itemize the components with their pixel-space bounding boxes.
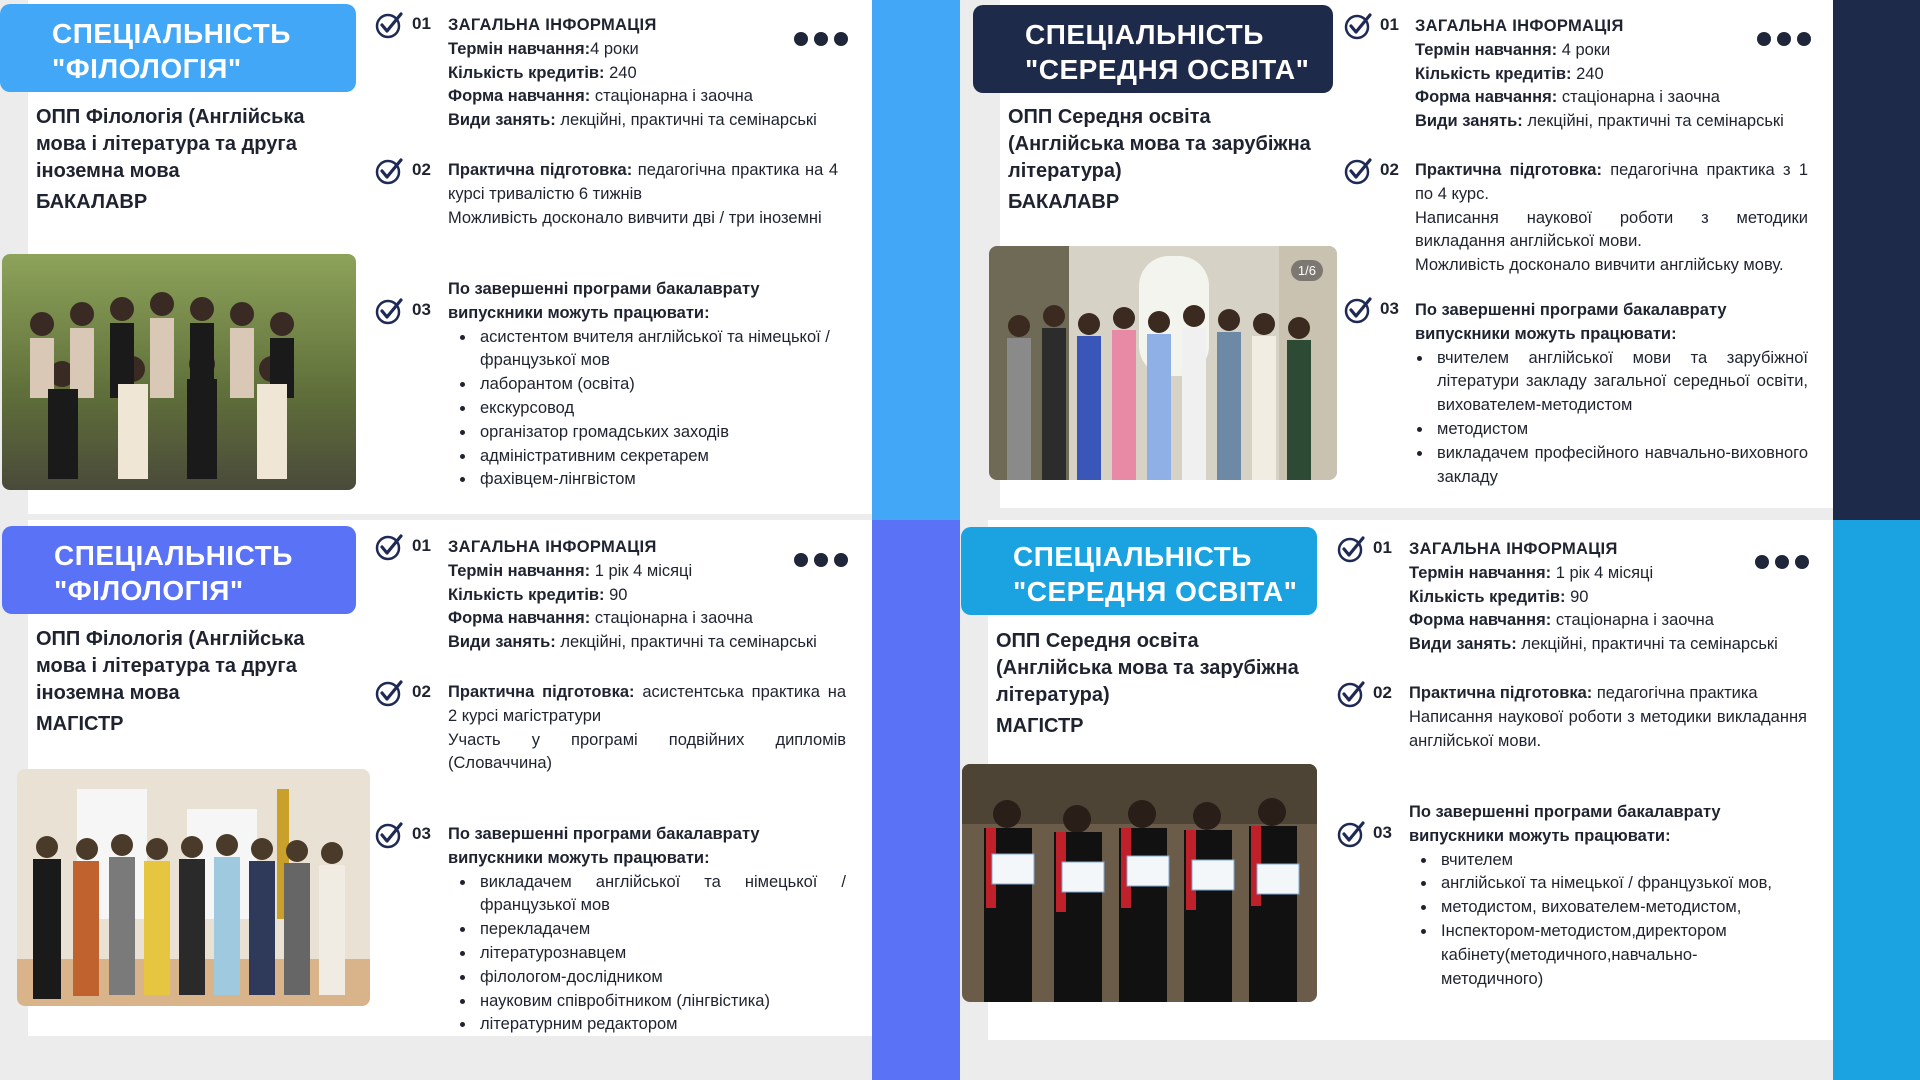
info-row: Термін навчання:4 роки bbox=[448, 39, 639, 58]
general-info-section bbox=[448, 536, 848, 655]
check-circle-icon bbox=[374, 10, 404, 40]
info-row: Участь у програмі подвійних дипломів (Словаччина) bbox=[448, 730, 846, 773]
section-heading: ЗАГАЛЬНА ІНФОРМАЦІЯ bbox=[448, 16, 657, 34]
practice-section bbox=[448, 681, 846, 776]
list-item: • методистом bbox=[1433, 418, 1808, 442]
info-row: Практична підготовка: педагогічна практика bbox=[1409, 684, 1758, 702]
list-item: • філологом-дослідником bbox=[476, 966, 846, 990]
specialty-header: СПЕЦІАЛЬНІСТЬ "ФІЛОЛОГІЯ" bbox=[0, 4, 356, 92]
list-item: • вчителем bbox=[1437, 849, 1807, 873]
info-row: Форма навчання: стаціонарна і заочна bbox=[448, 609, 753, 628]
info-row: Кількість кредитів: 90 bbox=[448, 585, 628, 604]
divider-bar-navy bbox=[1833, 0, 1920, 520]
info-row: Форма навчання: стаціонарна і заочна bbox=[448, 87, 753, 106]
section-number: 02 bbox=[412, 682, 431, 701]
group-photo bbox=[962, 764, 1317, 1002]
group-photo bbox=[17, 769, 370, 1006]
check-circle-icon bbox=[1336, 534, 1366, 564]
divider-bar-indigo bbox=[872, 520, 960, 1080]
specialty-header: СПЕЦІАЛЬНІСТЬ "СЕРЕДНЯ ОСВІТА" bbox=[973, 5, 1333, 93]
group-photo bbox=[2, 254, 356, 490]
list-item: • літературознавцем bbox=[476, 942, 846, 966]
divider-bar-cyan bbox=[1833, 520, 1920, 1080]
students-indoor-image bbox=[17, 769, 370, 1006]
general-info-section bbox=[1409, 538, 1809, 657]
section-number: 01 bbox=[412, 536, 431, 555]
info-row: Види занять: лекційні, практичні та семінарські bbox=[1415, 112, 1784, 131]
check-circle-icon bbox=[1343, 156, 1373, 186]
practice-section bbox=[1409, 682, 1807, 753]
info-row: Практична підготовка: педагогічна практика на 4 курсі тривалістю 6 тижнів bbox=[448, 161, 838, 203]
slide-secondary-education-bachelor bbox=[960, 0, 1833, 520]
info-row: Форма навчання: стаціонарна і заочна bbox=[1415, 88, 1720, 107]
list-item: • літературним редактором bbox=[476, 1013, 846, 1037]
program-title: ОПП Філологія (Англійська мова і література та друга іноземна мова МАГІСТР bbox=[36, 626, 356, 738]
degree-label: БАКАЛАВР bbox=[36, 191, 148, 213]
section-number: 03 bbox=[412, 824, 431, 843]
practice-section bbox=[448, 159, 838, 230]
list-item: • методистом, вихователем-методистом, bbox=[1437, 896, 1807, 920]
check-circle-icon bbox=[1343, 11, 1373, 41]
list-item: • Інспектором-методистом,директором кабінету(методичного,навчально-методичного) bbox=[1437, 920, 1771, 991]
info-row: Кількість кредитів: 240 bbox=[448, 63, 637, 82]
slide-filology-bachelor bbox=[0, 0, 872, 520]
info-row: Термін навчання: 1 рік 4 місяці bbox=[448, 561, 693, 580]
program-title: ОПП Середня освіта (Англійська мова та зарубіжна література) БАКАЛАВР bbox=[1008, 104, 1328, 216]
info-row: Кількість кредитів: 240 bbox=[1415, 64, 1604, 83]
specialty-header: СПЕЦІАЛЬНІСТЬ "ФІЛОЛОГІЯ" bbox=[2, 526, 356, 614]
list-item: • адміністративним секретарем bbox=[476, 445, 848, 469]
section-number: 03 bbox=[412, 300, 431, 319]
careers-section bbox=[448, 823, 846, 1037]
info-row: Можливість досконало вивчити дві / три іноземні bbox=[448, 208, 822, 227]
degree-label: МАГІСТР bbox=[996, 715, 1084, 737]
list-item: • вчителем англійської мови та зарубіжної літератури закладу загальної середньої освіти, вихователем-методистом bbox=[1433, 347, 1808, 418]
section-number: 02 bbox=[1373, 683, 1392, 702]
section-number: 01 bbox=[1380, 15, 1399, 34]
list-item: • асистентом вчителя англійської та німецької / французької мов bbox=[476, 326, 848, 374]
specialty-header: СПЕЦІАЛЬНІСТЬ "СЕРЕДНЯ ОСВІТА" bbox=[961, 527, 1317, 615]
list-item: • організатор громадських заходів bbox=[476, 421, 848, 445]
careers-section bbox=[1409, 801, 1807, 991]
list-item: • англійської та німецької / французької мов, bbox=[1437, 872, 1807, 896]
check-circle-icon bbox=[1336, 679, 1366, 709]
section-number: 02 bbox=[412, 160, 431, 179]
check-circle-icon bbox=[374, 678, 404, 708]
info-row: Форма навчання: стаціонарна і заочна bbox=[1409, 611, 1714, 630]
list-item: • викладачем професійного навчально-виховного закладу bbox=[1433, 442, 1808, 490]
list-item: • лаборантом (освіта) bbox=[476, 373, 848, 397]
section-heading: ЗАГАЛЬНА ІНФОРМАЦІЯ bbox=[448, 538, 657, 556]
check-circle-icon bbox=[374, 296, 404, 326]
section-number: 03 bbox=[1373, 823, 1392, 842]
divider-bar-light-blue bbox=[872, 0, 960, 520]
info-row: Кількість кредитів: 90 bbox=[1409, 587, 1589, 606]
careers-section bbox=[1415, 299, 1808, 489]
list-item: • екскурсовод bbox=[476, 397, 848, 421]
careers-section bbox=[448, 278, 848, 492]
info-row: Написання наукової роботи з методики викладання англійської мови. bbox=[1415, 208, 1808, 251]
career-list bbox=[448, 871, 846, 1038]
info-row: Практична підготовка: асистентська практика на 2 курсі магістратури bbox=[448, 683, 846, 725]
section-number: 01 bbox=[1373, 538, 1392, 557]
info-row: Види занять: лекційні, практичні та семінарські bbox=[448, 633, 817, 652]
practice-section bbox=[1415, 159, 1808, 278]
career-list bbox=[1409, 849, 1807, 992]
group-photo bbox=[989, 246, 1337, 480]
career-list bbox=[1415, 347, 1808, 490]
check-circle-icon bbox=[1343, 295, 1373, 325]
list-item: • науковим співробітником (лінгвістика) bbox=[476, 990, 846, 1014]
info-row: Написання наукової роботи з методики викладання англійської мови. bbox=[1409, 707, 1807, 750]
check-circle-icon bbox=[1336, 819, 1366, 849]
info-row: Термін навчання: 1 рік 4 місяці bbox=[1409, 563, 1654, 582]
graduates-image bbox=[962, 764, 1317, 1002]
info-row: Можливість досконало вивчити англійську мову. bbox=[1415, 256, 1784, 275]
degree-label: МАГІСТР bbox=[36, 713, 124, 735]
info-row: Практична підготовка: педагогічна практика з 1 по 4 курс. bbox=[1415, 161, 1809, 203]
check-circle-icon bbox=[374, 820, 404, 850]
info-row: Види занять: лекційні, практичні та семінарські bbox=[1409, 635, 1778, 654]
section-number: 02 bbox=[1380, 160, 1399, 179]
info-row: Види занять: лекційні, практичні та семінарські bbox=[448, 111, 817, 130]
list-item: • викладачем англійської та німецької / французької мов bbox=[476, 871, 846, 919]
section-heading: По завершенні програми бакалаврату випускники можуть працювати: bbox=[1415, 301, 1727, 343]
info-row: Термін навчання: 4 роки bbox=[1415, 40, 1611, 59]
program-title: ОПП Філологія (Англійська мова і література та друга іноземна мова БАКАЛАВР bbox=[36, 104, 356, 216]
section-heading: По завершенні програми бакалаврату випускники можуть працювати: bbox=[1409, 803, 1721, 845]
students-hall-image bbox=[989, 246, 1337, 480]
section-heading: ЗАГАЛЬНА ІНФОРМАЦІЯ bbox=[1409, 540, 1618, 558]
section-heading: По завершенні програми бакалаврату випускники можуть працювати: bbox=[448, 280, 760, 322]
list-item: • перекладачем bbox=[476, 918, 846, 942]
career-list bbox=[448, 326, 848, 493]
program-title: ОПП Середня освіта (Англійська мова та зарубіжна література) МАГІСТР bbox=[996, 628, 1316, 740]
general-info-section bbox=[1415, 15, 1815, 134]
students-outdoor-image bbox=[2, 254, 356, 490]
general-info-section bbox=[448, 14, 848, 133]
photo-counter: 1/6 bbox=[1291, 260, 1323, 281]
slide-filology-master bbox=[0, 520, 872, 1080]
section-heading: По завершенні програми бакалаврату випускники можуть працювати: bbox=[448, 825, 760, 867]
degree-label: БАКАЛАВР bbox=[1008, 191, 1120, 213]
section-number: 03 bbox=[1380, 299, 1399, 318]
slide-secondary-education-master bbox=[960, 520, 1833, 1080]
list-item: • фахівцем-лінгвістом bbox=[476, 468, 848, 492]
check-circle-icon bbox=[374, 156, 404, 186]
section-heading: ЗАГАЛЬНА ІНФОРМАЦІЯ bbox=[1415, 17, 1624, 35]
section-number: 01 bbox=[412, 14, 431, 33]
check-circle-icon bbox=[374, 532, 404, 562]
